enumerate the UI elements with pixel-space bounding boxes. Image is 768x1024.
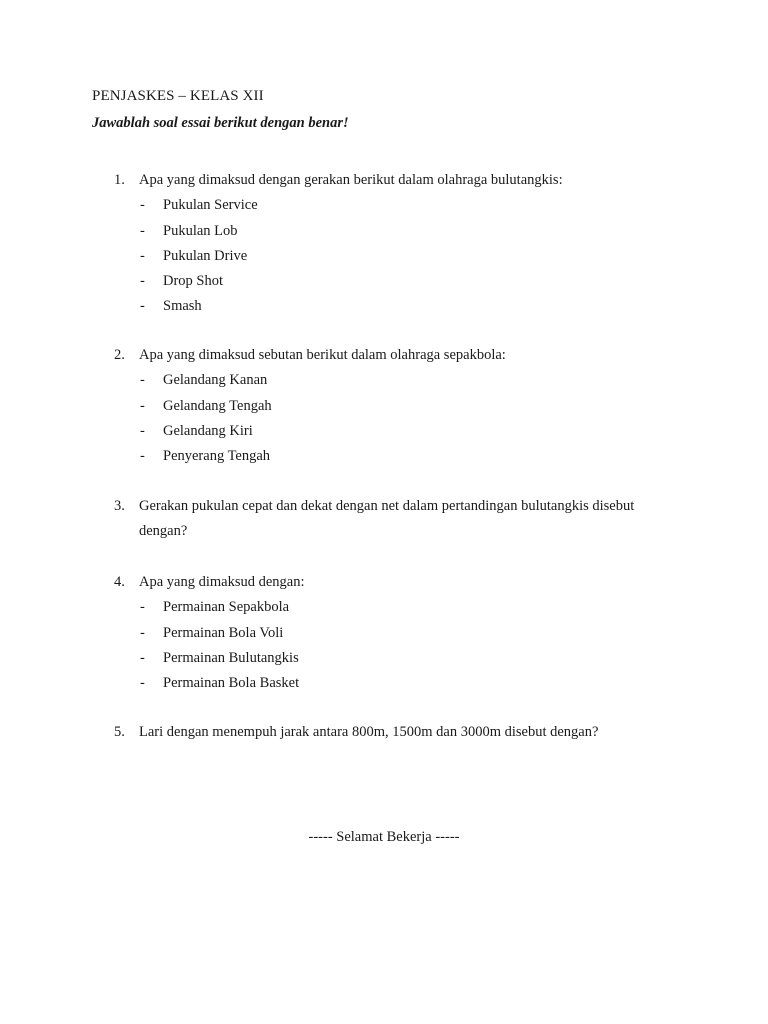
closing-text: ----- Selamat Bekerja ----- (308, 829, 460, 845)
list-item-text: Permainan Bola Basket (163, 675, 300, 692)
list-item (114, 269, 674, 294)
question-line-continued (114, 519, 674, 544)
list-item-text: Drop Shot (163, 273, 224, 290)
list-dash: - (140, 372, 145, 389)
list-item (114, 394, 674, 419)
list-dash: - (140, 222, 145, 239)
question-5 (114, 720, 674, 745)
list-item (114, 621, 674, 646)
list-item-text: Gelandang Kiri (163, 422, 253, 439)
list-item (114, 419, 674, 444)
question-line (114, 168, 674, 193)
list-item (114, 595, 674, 620)
list-item (114, 368, 674, 393)
question-line (114, 343, 674, 368)
list-item-text: Permainan Bola Voli (163, 624, 284, 641)
question-1 (114, 168, 674, 320)
list-item-text: Smash (163, 298, 202, 315)
question-text: dengan? (139, 523, 188, 540)
question-number: 1. (114, 172, 125, 188)
list-dash: - (140, 298, 145, 315)
list-dash: - (140, 422, 145, 439)
question-text: Lari dengan menempuh jarak antara 800m, 1500m dan 3000m disebut dengan? (139, 724, 599, 740)
list-item-text: Pukulan Drive (163, 247, 248, 264)
list-dash: - (140, 197, 145, 214)
list-item-text: Pukulan Lob (163, 222, 238, 239)
list-item-text: Pukulan Service (163, 197, 258, 214)
question-line (114, 570, 674, 595)
instruction-text: Jawablah soal essai berikut dengan benar! (92, 115, 349, 131)
list-item-text: Permainan Sepakbola (163, 599, 290, 616)
list-item-text: Gelandang Tengah (163, 397, 272, 414)
list-item (114, 193, 674, 218)
question-number: 2. (114, 347, 125, 363)
list-dash: - (140, 649, 145, 666)
question-number: 4. (114, 574, 125, 590)
list-dash: - (140, 624, 145, 641)
question-2 (114, 343, 674, 469)
list-dash: - (140, 247, 145, 264)
question-text: Apa yang dimaksud dengan: (139, 574, 305, 590)
question-text: Gerakan pukulan cepat dan dekat dengan net dalam pertandingan bulutangkis disebut (139, 498, 635, 514)
question-text: Apa yang dimaksud sebutan berikut dalam olahraga sepakbola: (139, 347, 506, 363)
list-item (114, 444, 674, 469)
question-line (114, 720, 674, 745)
list-item-text: Permainan Bulutangkis (163, 649, 299, 666)
list-item-text: Penyerang Tengah (163, 448, 271, 465)
question-text: Apa yang dimaksud dengan gerakan berikut dalam olahraga bulutangkis: (139, 172, 563, 188)
list-item-text: Gelandang Kanan (163, 372, 268, 389)
list-item (114, 646, 674, 671)
list-item (114, 671, 674, 696)
list-dash: - (140, 599, 145, 616)
list-item (114, 219, 674, 244)
document-title: PENJASKES – KELAS XII (92, 88, 264, 104)
list-item (114, 294, 674, 319)
list-dash: - (140, 448, 145, 465)
list-dash: - (140, 273, 145, 290)
question-number: 3. (114, 498, 125, 514)
question-number: 5. (114, 724, 125, 740)
list-dash: - (140, 397, 145, 414)
list-dash: - (140, 675, 145, 692)
question-4 (114, 570, 674, 696)
list-item (114, 244, 674, 269)
question-line (114, 494, 674, 519)
question-3 (114, 494, 674, 545)
